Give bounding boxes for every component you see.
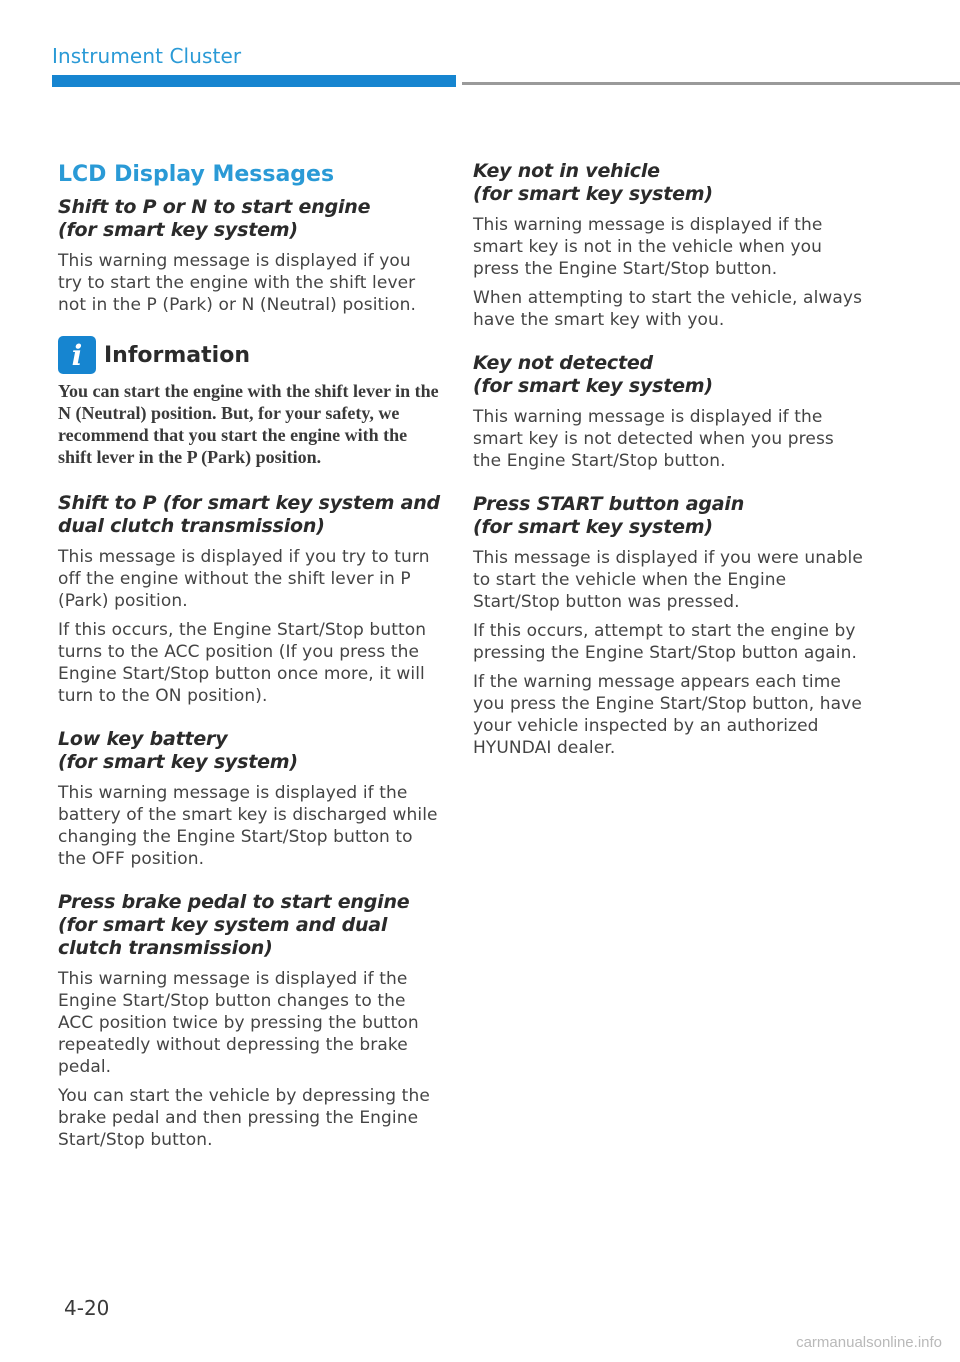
information-header xyxy=(58,336,440,374)
paragraph: This warning message is displayed if the battery of the smart key is discharged while changing the Engine Start/Stop button to the OFF position. xyxy=(58,783,438,869)
paragraph: If this occurs, the Engine Start/Stop button turns to the ACC position (If you press the Engine Start/Stop button once more, it will turn to the ON position). xyxy=(58,620,427,706)
paragraph: If this occurs, attempt to start the engine by pressing the Engine Start/Stop button again. xyxy=(473,621,857,663)
header-accent-bar xyxy=(52,75,456,87)
page-number: 4-20 xyxy=(64,1296,110,1320)
subheading-key-not-in-vehicle: Key not in vehicle (for smart key system) xyxy=(473,160,713,205)
paragraph: When attempting to start the vehicle, always have the smart key with you. xyxy=(473,288,863,330)
paragraph: This message is displayed if you try to turn off the engine without the shift lever in P (Park) position. xyxy=(58,547,430,611)
paragraph: This warning message is displayed if the Engine Start/Stop button changes to the ACC position twice by pressing the button repeatedly without depressing the brake pedal. xyxy=(58,969,419,1077)
info-icon: i xyxy=(58,336,96,374)
subheading-key-not-detected: Key not detected (for smart key system) xyxy=(473,352,713,397)
subheading-press-start-again: Press START button again (for smart key system) xyxy=(473,493,745,538)
paragraph: This message is displayed if you were unable to start the vehicle when the Engine Start/Stop button was pressed. xyxy=(473,548,863,612)
information-title: Information xyxy=(104,342,250,368)
paragraph: This warning message is displayed if you try to start the engine with the shift lever not in the P (Park) or N (Neutral) position. xyxy=(58,251,416,315)
subheading-shift-to-p: Shift to P (for smart key system and dual clutch transmission) xyxy=(58,492,440,537)
header-rule xyxy=(462,82,960,85)
chapter-title: Instrument Cluster xyxy=(52,44,242,68)
paragraph: You can start the vehicle by depressing the brake pedal and then pressing the Engine Start/Stop button. xyxy=(58,1086,430,1150)
subheading-shift-p-or-n: Shift to P or N to start engine (for smart key system) xyxy=(58,196,371,241)
subheading-press-brake-pedal: Press brake pedal to start engine (for smart key system and dual clutch transmission) xyxy=(58,891,410,959)
paragraph: This warning message is displayed if the smart key is not detected when you press the Engine Start/Stop button. xyxy=(473,407,834,471)
section-title: LCD Display Messages xyxy=(58,162,335,187)
right-column xyxy=(473,160,863,766)
subheading-low-key-battery: Low key battery (for smart key system) xyxy=(58,728,298,773)
paragraph: If the warning message appears each time you press the Engine Start/Stop button, have your vehicle inspected by an authorized HYUNDAI dealer. xyxy=(473,672,862,758)
watermark: carmanualsonline.info xyxy=(796,1334,942,1351)
paragraph: This warning message is displayed if the smart key is not in the vehicle when you press the Engine Start/Stop button. xyxy=(473,215,823,279)
information-text: You can start the engine with the shift lever in the N (Neutral) position. But, for your safety, we recommend that you start the engine with the shift lever in the P (Park) position. xyxy=(58,381,439,467)
left-column xyxy=(58,160,440,1158)
